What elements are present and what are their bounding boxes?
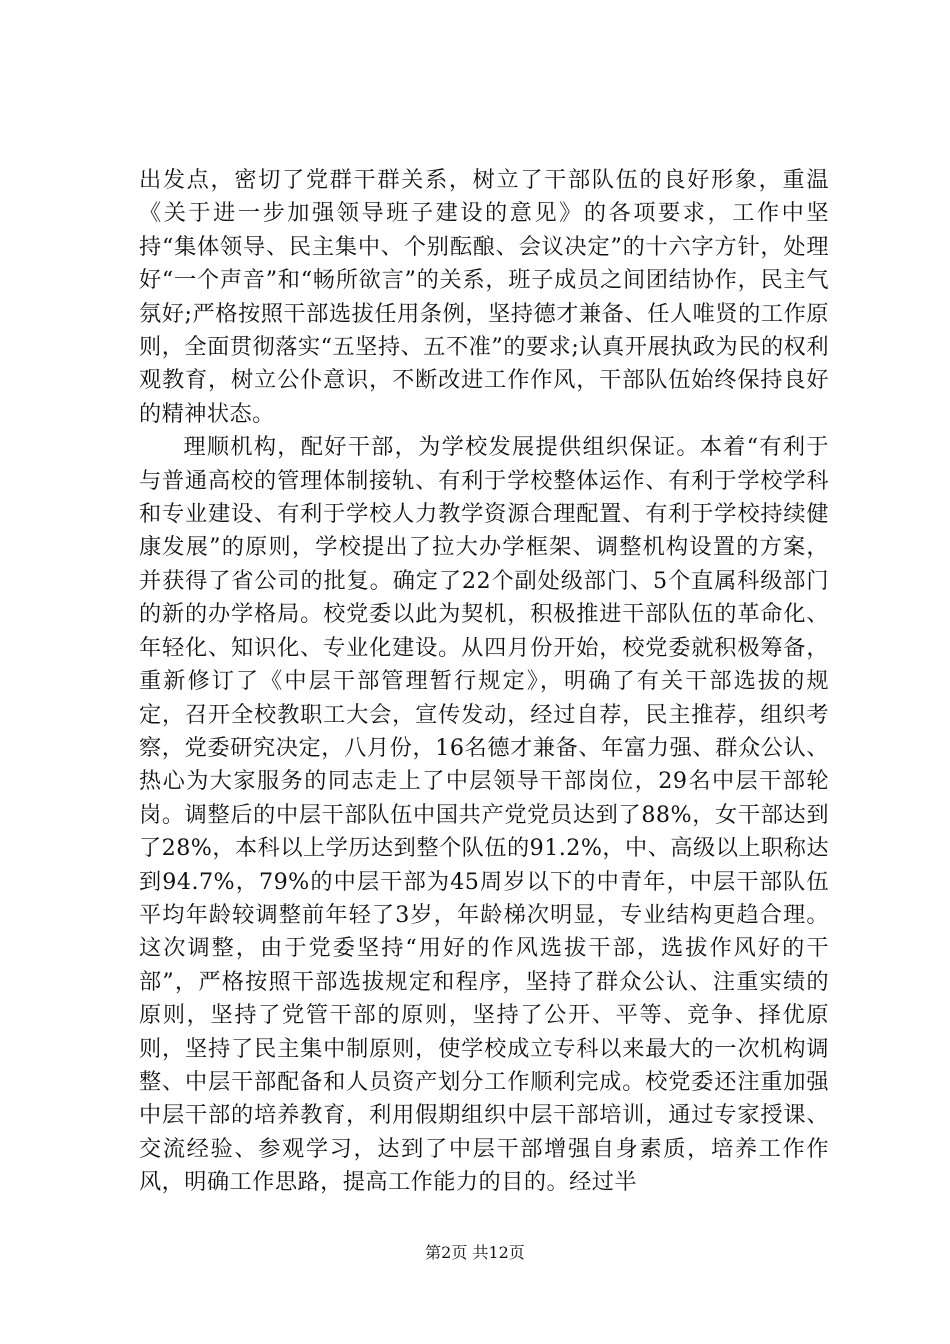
paragraph-1: 出发点，密切了党群干群关系，树立了干部队伍的良好形象，重温《关于进一步加强领导班子建设的意见》的各项要求，工作中坚持“集体领导、民主集中、个别酝酿、会议决定”的十六字方针，处理好“一个声音”和“畅所欲言”的关系，班子成员之间团结协作，民主气氛好;严格按照干部选拔任用条例，坚持德才兼备、任人唯贤的工作原则，全面贯彻落实“五坚持、五不准”的要求;认真开展执政为民的权利观教育，树立公仆意识，不断改进工作作风，干部队伍始终保持良好的精神状态。 [139, 167, 829, 427]
page-footer [0, 1243, 950, 1263]
paragraph-2: 理顺机构，配好干部，为学校发展提供组织保证。本着“有利于与普通高校的管理体制接轨、有利于学校整体运作、有利于学校学科和专业建设、有利于学校人力教学资源合理配置、有利于学校持续健康发展”的原则，学校提出了拉大办学框架、调整机构设置的方案，并获得了省公司的批复。确定了22个副处级部门、5个直属科级部门的新的办学格局。校党委以此为契机，积极推进干部队伍的革命化、年轻化、知识化、专业化建设。从四月份开始，校党委就积极筹备，重新修订了《中层干部管理暂行规定》，明确了有关干部选拔的规定，召开全校教职工大会，宣传发动，经过自荐，民主推荐，组织考察，党委研究决定，八月份，16名德才兼备、年富力强、群众公认、热心为大家服务的同志走上了中层领导干部岗位，29名中层干部轮岗。调整后的中层干部队伍中国共产党党员达到了88%，女干部达到了28%，本科以上学历达到整个队伍的91.2%，中、高级以上职称达到94.7%，79%的中层干部为45周岁以下的中青年，中层干部队伍平均年龄较调整前年轻了3岁，年龄梯次明显，专业结构更趋合理。这次调整，由于党委坚持“用好的作风选拔干部，选拔作风好的干部”，严格按照干部选拔规定和程序，坚持了群众公认、注重实绩的原则，坚持了党管干部的原则，坚持了公开、平等、竞争、择优原则，坚持了民主集中制原则，使学校成立专科以来最大的一次机构调整、中层干部配备和人员资产划分工作顺利完成。校党委还注重加强中层干部的培养教育，利用假期组织中层干部培训，通过专家授课、交流经验、参观学习，达到了中层干部增强自身素质，培养工作作风，明确工作思路，提高工作能力的目的。经过半 [139, 434, 829, 1196]
page-number-label: 第2页 共12页 [425, 1243, 525, 1262]
document-body [139, 164, 829, 1200]
